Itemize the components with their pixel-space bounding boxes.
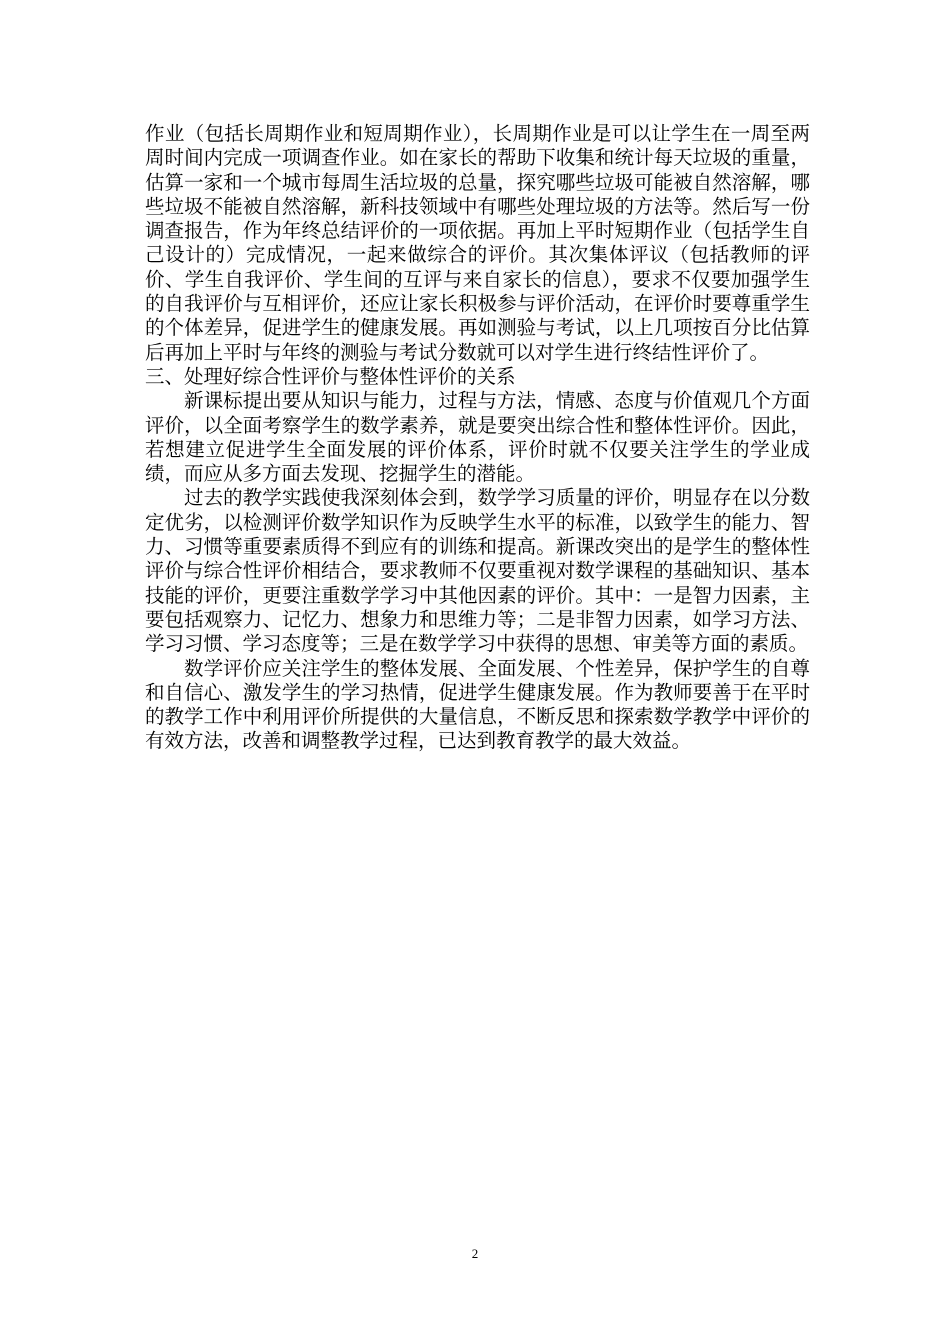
page-number: 2 — [471, 1246, 479, 1261]
paragraph: 数学评价应关注学生的整体发展、全面发展、个性差异，保护学生的自尊和自信心、激发学生的学习热情，促进学生健康发展。作为教师要善于在平时的教学工作中利用评价所提供的大量信息，不断反思和探索数学教学中评价的有效方法，改善和调整教学过程，已达到教育教学的最大效益。 — [145, 656, 810, 753]
paragraph: 过去的教学实践使我深刻体会到，数学学习质量的评价，明显存在以分数定优劣，以检测评价数学知识作为反映学生水平的标准，以致学生的能力、智力、习惯等重要素质得不到应有的训练和提高。新课改突出的是学生的整体性评价与综合性评价相结合，要求教师不仅要重视对数学课程的基础知识、基本技能的评价，更要注重数学学习中其他因素的评价。其中：一是智力因素，主要包括观察力、记忆力、想象力和思维力等；二是非智力因素，如学习方法、学习习惯、学习态度等；三是在数学学习中获得的思想、审美等方面的素质。 — [145, 486, 810, 656]
paragraph: 新课标提出要从知识与能力，过程与方法，情感、态度与价值观几个方面评价，以全面考察学生的数学素养，就是要突出综合性和整体性评价。因此，若想建立促进学生全面发展的评价体系，评价时就不仅要关注学生的学业成绩，而应从多方面去发现、挖掘学生的潜能。 — [145, 389, 810, 486]
paragraph-continuation: 作业（包括长周期作业和短周期作业），长周期作业是可以让学生在一周至两周时间内完成一项调查作业。如在家长的帮助下收集和统计每天垃圾的重量，估算一家和一个城市每周生活垃圾的总量，探究哪些垃圾可能被自然溶解，哪些垃圾不能被自然溶解，新科技领域中有哪些处理垃圾的方法等。然后写一份调查报告，作为年终总结评价的一项依据。再加上平时短期作业（包括学生自己设计的）完成情况，一起来做综合的评价。其次集体评议（包括教师的评价、学生自我评价、学生间的互评与来自家长的信息），要求不仅要加强学生的自我评价与互相评价，还应让家长积极参与评价活动，在评价时要尊重学生的个体差异，促进学生的健康发展。再如测验与考试，以上几项按百分比估算后再加上平时与年终的测验与考试分数就可以对学生进行终结性评价了。 — [145, 122, 810, 364]
document-body — [145, 122, 810, 754]
section-heading: 三、处理好综合性评价与整体性评价的关系 — [145, 364, 516, 388]
